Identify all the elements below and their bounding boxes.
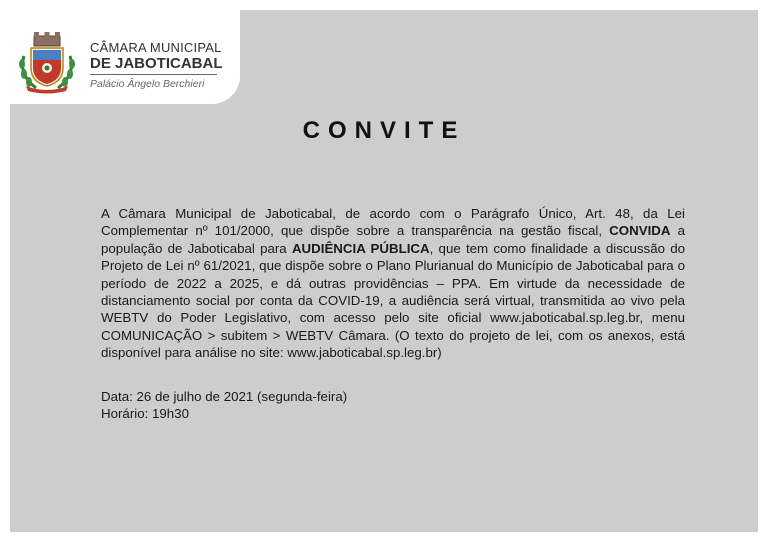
event-date: Data: 26 de julho de 2021 (segunda-feira) bbox=[101, 389, 348, 404]
paragraph-text: a população de Jaboticabal para bbox=[101, 223, 685, 256]
paragraph-text: , que tem como finalidade a discussão do Projeto de Lei nº 61/2021, que dispõe sobre o Plano Plurianual do Município de Jaboticabal para o período de 2022 a 2025, e dá outras providências – PPA. Em virtude da necessidade de distanciamento social por conta da COVID-19, a audiência será virtual, transmitida ao vivo pela WEBTV do Poder Legislativo, com acesso pelo site oficial www.jaboticabal.sp.leg.br, menu COMUNICAÇÃO > subitem > WEBTV Câmara. (O texto do projeto de lei, com os anexos, está disponível para análise no site: www.jaboticabal.sp.leg.br) bbox=[101, 240, 685, 361]
paragraph-bold-convida: CONVIDA bbox=[609, 223, 671, 239]
palace-name: Palácio Ângelo Berchieri bbox=[90, 78, 205, 90]
divider bbox=[90, 74, 217, 75]
paragraph-text: A Câmara Municipal de Jaboticabal, de acordo com o Parágrafo Único, Art. 48, da Lei Complementar nº 101/2000, que dispõe sobre a transparência na gestão fiscal, bbox=[101, 206, 685, 239]
event-time: Horário: 19h30 bbox=[101, 406, 189, 422]
header-logo bbox=[10, 24, 240, 104]
coat-of-arms-icon bbox=[14, 30, 80, 94]
page-title: CONVITE bbox=[302, 117, 466, 144]
event-details bbox=[101, 388, 347, 423]
chamber-name-line2: DE JABOTICABAL bbox=[90, 55, 223, 72]
chamber-name-line1: CÂMARA MUNICIPAL bbox=[90, 40, 222, 55]
invitation-paragraph bbox=[101, 205, 685, 362]
paragraph-bold-audiencia: AUDIÊNCIA PÚBLICA bbox=[291, 240, 430, 256]
